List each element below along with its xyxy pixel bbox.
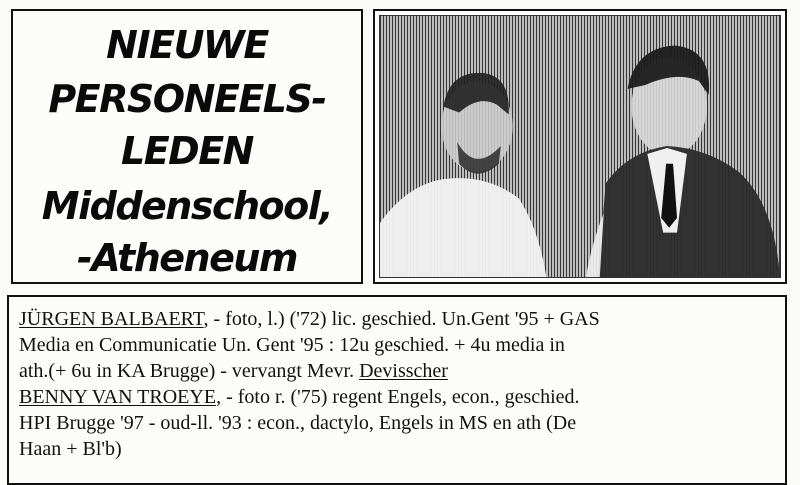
entry-1-line-3-prefix: ath.(+ 6u in KA Brugge) - vervangt Mevr. <box>19 360 360 382</box>
staff-entries <box>7 295 787 485</box>
staff-photo <box>379 15 781 278</box>
entry-2-line-2: HPI Brugge '97 - oud-ll. '93 : econ., dactylo, Engels in MS en ath (De <box>19 412 577 434</box>
photo-frame <box>373 9 787 284</box>
entry-2-rest: , - foto r. ('75) regent Engels, econ., geschied. <box>216 386 580 408</box>
entry-2-name: BENNY VAN TROEYE <box>19 386 217 408</box>
entry-2-line-3: Haan + Bl'b) <box>19 438 122 460</box>
title-line-3: LEDEN <box>121 129 253 173</box>
entry-1-line-3 <box>19 358 775 384</box>
title-line-1: NIEUWE <box>106 23 268 67</box>
entry-1-replaced-name: Devisscher <box>359 360 448 382</box>
entry-1-line-2: Media en Communicatie Un. Gent '95 : 12u geschied. + 4u media in <box>19 334 565 356</box>
title-line-2: PERSONEELS- <box>48 77 326 121</box>
title-box <box>11 9 363 284</box>
entry-1-rest: , - foto, l.) ('72) lic. geschied. Un.Gent '95 + GAS <box>203 308 600 330</box>
entry-1-name: JÜRGEN BALBAERT <box>19 308 204 330</box>
title-line-5: -Atheneum <box>76 236 298 280</box>
entry-2-line-1 <box>19 384 775 410</box>
title-line-4: Middenschool, <box>41 184 333 228</box>
entry-1-line-1 <box>19 306 775 332</box>
photo-silhouettes <box>380 16 780 277</box>
